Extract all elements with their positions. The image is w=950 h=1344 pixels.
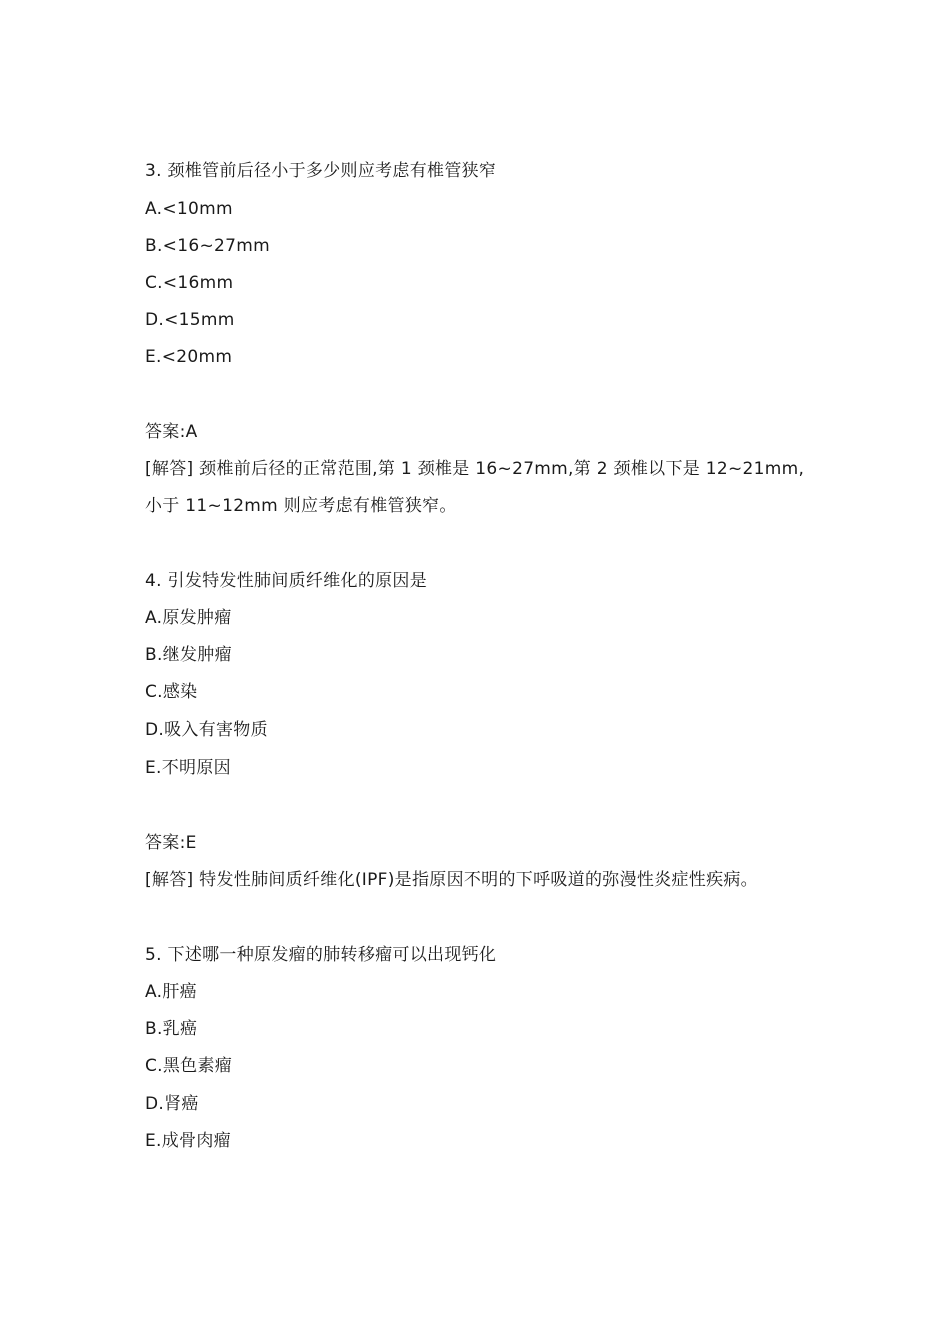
question-3-stem: 3. 颈椎管前后径小于多少则应考虑有椎管狭窄	[145, 161, 497, 181]
question-5-stem: 5. 下述哪一种原发瘤的肺转移瘤可以出现钙化	[145, 945, 497, 965]
question-5-option-b: B.乳癌	[145, 1019, 198, 1039]
question-3-option-a: A.<10mm	[145, 199, 233, 219]
question-4-option-d: D.吸入有害物质	[145, 720, 268, 740]
question-4-option-a: A.原发肿瘤	[145, 608, 232, 628]
question-5-option-d: D.肾癌	[145, 1094, 199, 1114]
question-4-option-e: E.不明原因	[145, 758, 231, 778]
question-4-answer: 答案:E	[145, 833, 197, 853]
question-4-explanation: [解答] 特发性肺间质纤维化(IPF)是指原因不明的下呼吸道的弥漫性炎症性疾病。	[145, 870, 758, 890]
question-3-option-c: C.<16mm	[145, 273, 234, 293]
question-3-explanation: [解答] 颈椎前后径的正常范围,第 1 颈椎是 16~27mm,第 2 颈椎以下是 12~21mm,小于 11~12mm 则应考虑有椎管狭窄。	[145, 459, 805, 516]
question-5-option-c: C.黑色素瘤	[145, 1056, 233, 1076]
question-3-answer: 答案:A	[145, 422, 198, 442]
question-3-option-b: B.<16~27mm	[145, 236, 270, 256]
question-4-stem: 4. 引发特发性肺间质纤维化的原因是	[145, 571, 428, 591]
question-4-option-c: C.感染	[145, 682, 198, 702]
question-3-option-d: D.<15mm	[145, 310, 235, 330]
question-3-option-e: E.<20mm	[145, 347, 233, 367]
question-5-option-e: E.成骨肉瘤	[145, 1131, 231, 1151]
question-5-option-a: A.肝癌	[145, 982, 197, 1002]
question-4-option-b: B.继发肿瘤	[145, 645, 232, 665]
